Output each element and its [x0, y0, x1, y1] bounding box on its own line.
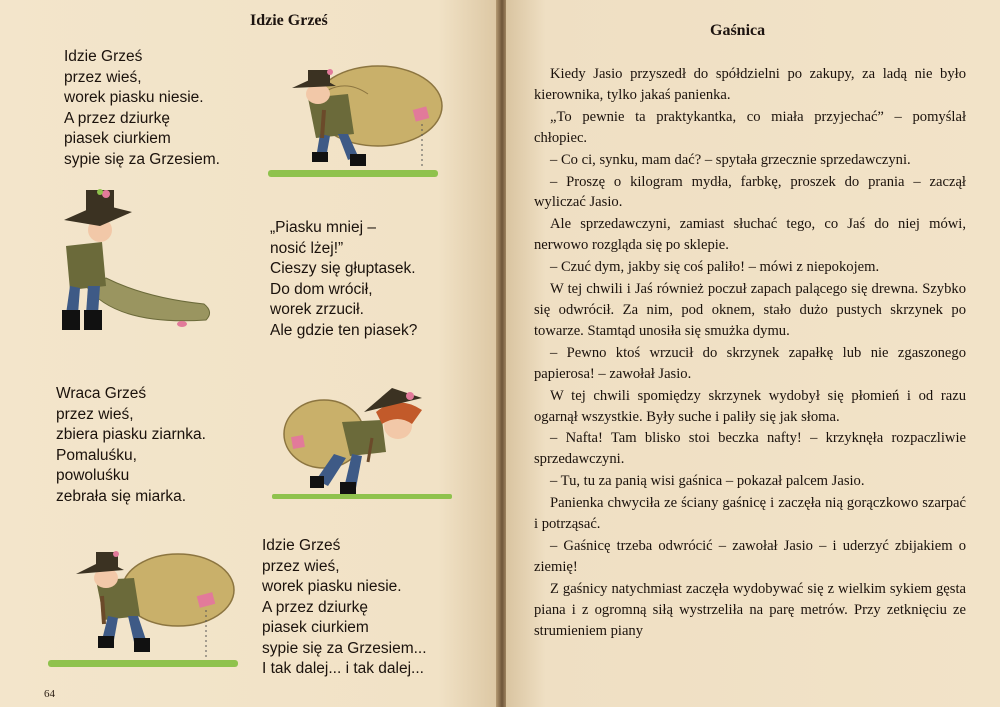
- poem-line: Idzie Grześ: [64, 48, 143, 65]
- paragraph: Panienka chwyciła ze ściany gaśnicę i zaczęła nią gorączkowo szarpać i potrząsać.: [534, 495, 966, 533]
- poem-line: piasek ciurkiem: [64, 130, 171, 147]
- poem-line: „Piasku mniej –: [270, 219, 376, 236]
- paragraph: – Gaśnicę trzeba odwrócić – zawołał Jasio – i uderzyć zbijakiem o ziemię!: [534, 537, 966, 575]
- poem-line: I tak dalej... i tak dalej...: [262, 660, 424, 677]
- poem-line: powoluśku: [56, 467, 130, 484]
- illustration-boy-with-sack-1: [268, 50, 448, 182]
- story-title: Gaśnica: [710, 22, 766, 39]
- poem-line: A przez dziurkę: [262, 598, 368, 616]
- paragraph: W tej chwili i Jaś również poczuł zapach palącego się drewna. Szybko się odwrócił. Za nim, pod oknem, stało dużo pustych skrzynek po towarze. Stamtąd unosiła się smużka dymu.: [534, 281, 966, 339]
- poem-line: zebrała się miarka.: [56, 487, 187, 505]
- poem-line: przez wieś,: [262, 557, 340, 575]
- poem-title: Idzie Grześ: [250, 12, 328, 29]
- poem-line: A przez dziurkę: [64, 109, 170, 127]
- story-text: [534, 64, 966, 641]
- poem-line: piasek ciurkiem: [262, 619, 369, 636]
- poem-stanza-2: [270, 218, 417, 341]
- poem-line: worek piasku niesie.: [262, 578, 402, 595]
- poem-line: przez wieś,: [64, 68, 142, 86]
- poem-line: Cieszy się głuptasek.: [270, 260, 416, 277]
- paragraph: Z gaśnicy natychmiast zaczęła wydobywać się z wielkim sykiem gęsta piana i z ogromną siłą wystrzeliła na parę metrów. Przy zetknięciu ze strumieniem piany: [534, 580, 966, 639]
- poem-line: Idzie Grześ: [262, 537, 341, 554]
- page-number: 64: [44, 688, 55, 700]
- paragraph: – Czuć dym, jakby się coś paliło! – mówi z niepokojem.: [550, 259, 880, 276]
- left-page: [0, 0, 498, 707]
- poem-line: worek zrzucił.: [270, 301, 364, 318]
- paragraph: – Nafta! Tam blisko stoi beczka nafty! – krzyknęła rozpaczliwie sprzedawczyni.: [534, 430, 966, 468]
- poem-line: Do dom wrócił,: [270, 280, 373, 298]
- illustration-boy-with-sack-3: [48, 540, 248, 676]
- poem-line: Pomaluśku,: [56, 446, 137, 464]
- paragraph: „To pewnie ta praktykantka, co miała przyjechać” – pomyślał chłopiec.: [534, 108, 966, 146]
- poem-line: przez wieś,: [56, 405, 134, 423]
- poem-line: Wraca Grześ: [56, 385, 147, 402]
- poem-line: nosić lżej!”: [270, 239, 344, 257]
- poem-line: sypie się za Grzesiem.: [64, 150, 220, 168]
- paragraph: – Co ci, synku, mam dać? – spytała grzecznie sprzedawczyni.: [550, 151, 911, 168]
- paragraph: – Tu, tu za panią wisi gaśnica – pokazał palcem Jasio.: [550, 473, 865, 490]
- paragraph: W tej chwili spomiędzy skrzynek wydobył się płomień i od razu ogarnął wszystkie. Były suche i paliły się jak słoma.: [534, 387, 966, 425]
- poem-stanza-1: [64, 47, 220, 170]
- illustration-boy-dragging-sack: [56, 186, 220, 336]
- poem-line: zbiera piasku ziarnka.: [56, 426, 206, 443]
- poem-line: sypie się za Grzesiem...: [262, 639, 427, 657]
- paragraph: – Pewno ktoś wrzucił do skrzynek zapałkę lub nie zgaszonego papierosa! – zawołał Jasio.: [534, 344, 966, 382]
- illustration-boy-with-sack-2: [272, 384, 452, 508]
- poem-line: worek piasku niesie.: [64, 89, 204, 106]
- poem-line: Ale gdzie ten piasek?: [270, 321, 418, 339]
- paragraph: – Proszę o kilogram mydła, farbkę, proszek do prania – zaczął wyliczać Jasio.: [534, 173, 966, 211]
- poem-stanza-4: [262, 536, 427, 680]
- poem-stanza-3: [56, 384, 206, 507]
- paragraph: Kiedy Jasio przyszedł do spółdzielni po zakupy, za ladą nie było kierownika, tylko jakaś panienka.: [534, 66, 966, 103]
- paragraph: Ale sprzedawczyni, zamiast słuchać tego, co Jaś do niej mówi, nerwowo rozgląda się po sklepie.: [534, 216, 966, 254]
